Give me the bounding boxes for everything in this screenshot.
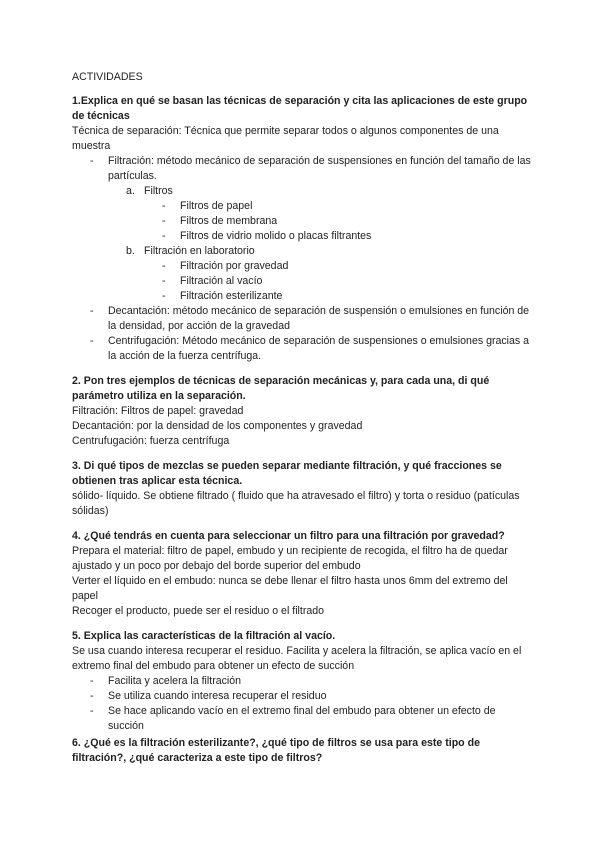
list-item-text: Decantación: método mecánico de separación de suspensión o emulsiones en función de la densidad, por acción de la gravedad [108, 305, 530, 332]
nested-list [162, 199, 532, 244]
question-5 [72, 629, 532, 734]
question-5-list [72, 674, 532, 734]
list-item [72, 304, 532, 334]
list-item [72, 154, 532, 304]
list-item [72, 704, 532, 734]
list-item [72, 674, 532, 689]
nested-item [162, 289, 532, 304]
sublist-item-text: Filtración en laboratorio [144, 245, 255, 257]
list-item [72, 334, 532, 364]
document-body [72, 70, 532, 776]
nested-item-text: Filtración por gravedad [180, 260, 289, 272]
sublist-marker: a. [126, 185, 135, 197]
bullet-dash: - [90, 675, 94, 687]
nested-list [162, 259, 532, 304]
answer-text: Se usa cuando interesa recuperar el residuo. Facilita y acelera la filtración, se aplica vacío en el extremo final del embudo para obtener un efecto de succión [72, 645, 522, 672]
nested-item [162, 214, 532, 229]
answer-line: Filtración: Filtros de papel: gravedad [72, 405, 244, 417]
bullet-dash: - [162, 290, 166, 302]
answer-text: sólido- líquido. Se obtiene filtrado ( fluido que ha atravesado el filtro) y torta o residuo (patículas sólidas) [72, 490, 520, 517]
question-6-heading: 6. ¿Qué es la filtración esterilizante?, ¿qué tipo de filtros se usa para este tipo de filtración?, ¿qué caracteriza a este tipo de filtros? [72, 737, 480, 764]
list-item-text: Facilita y acelera la filtración [108, 675, 242, 687]
answer-line: Prepara el material: filtro de papel, embudo y un recipiente de recogida, el filtro ha de quedar ajustado y un poco por debajo del borde superior del embudo [72, 545, 508, 572]
bullet-dash: - [162, 200, 166, 212]
nested-item-text: Filtros de membrana [180, 215, 278, 227]
question-1-list [72, 154, 532, 364]
question-1-intro: Técnica de separación: Técnica que permite separar todos o algunos componentes de una muestra [72, 125, 499, 152]
bullet-dash: - [90, 705, 94, 717]
answer-line: Decantación: por la densidad de los componentes y gravedad [72, 420, 363, 432]
bullet-dash: - [90, 335, 94, 347]
nested-item-text: Filtración esterilizante [180, 290, 283, 302]
question-1 [72, 94, 532, 364]
nested-item-text: Filtración al vacío [180, 275, 263, 287]
question-2 [72, 374, 532, 449]
sublist [126, 184, 532, 304]
bullet-dash: - [162, 215, 166, 227]
nested-item [162, 274, 532, 289]
list-item-text: Se utiliza cuando interesa recuperar el residuo [108, 690, 327, 702]
question-4 [72, 529, 532, 619]
question-5-heading: 5. Explica las características de la filtración al vacío. [72, 630, 336, 642]
bullet-dash: - [162, 275, 166, 287]
list-item-text: Filtración: método mecánico de separación de suspensiones en función del tamaño de las partículas. [108, 155, 531, 182]
list-item-text: Centrifugación: Método mecánico de separación de suspensiones o emulsiones gracias a la acción de la fuerza centrífuga. [108, 335, 530, 362]
page-title: ACTIVIDADES [72, 71, 143, 83]
bullet-dash: - [90, 155, 94, 167]
answer-line: Verter el líquido en el embudo: nunca se debe llenar el filtro hasta unos 6mm del extremo del papel [72, 575, 508, 602]
question-6 [72, 736, 532, 766]
question-3 [72, 459, 532, 519]
sublist-item-text: Filtros [144, 185, 173, 197]
question-2-heading: 2. Pon tres ejemplos de técnicas de separación mecánicas y, para cada una, di qué parámetro utiliza en la separación. [72, 375, 490, 402]
nested-item-text: Filtros de papel [180, 200, 253, 212]
list-item-text: Se hace aplicando vacío en el extremo final del embudo para obtener un efecto de succión [108, 705, 496, 732]
nested-item [162, 259, 532, 274]
sublist-item [126, 244, 532, 304]
bullet-dash: - [90, 690, 94, 702]
list-item [72, 689, 532, 704]
nested-item [162, 199, 532, 214]
answer-line: Recoger el producto, puede ser el residuo o el filtrado [72, 605, 325, 617]
nested-item [162, 229, 532, 244]
question-1-heading: 1.Explica en qué se basan las técnicas de separación y cita las aplicaciones de este grupo de técnicas [72, 95, 528, 122]
bullet-dash: - [162, 230, 166, 242]
question-4-heading: 4. ¿Qué tendrás en cuenta para seleccionar un filtro para una filtración por gravedad? [72, 530, 505, 542]
sublist-item [126, 184, 532, 244]
bullet-dash: - [162, 260, 166, 272]
answer-line: Centrufugación: fuerza centrífuga [72, 435, 230, 447]
question-3-heading: 3. Di qué tipos de mezclas se pueden separar mediante filtración, y qué fracciones se obtienen tras aplicar esta técnica. [72, 460, 502, 487]
nested-item-text: Filtros de vidrio molido o placas filtrantes [180, 230, 372, 242]
sublist-marker: b. [126, 245, 135, 257]
bullet-dash: - [90, 305, 94, 317]
